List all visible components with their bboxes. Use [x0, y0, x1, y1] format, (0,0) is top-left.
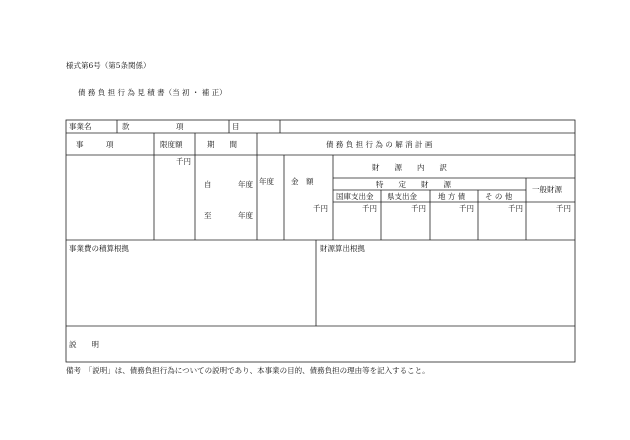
- setsumei-label: 説 明: [69, 340, 99, 349]
- from-year-label: 年度: [238, 180, 253, 189]
- kingaku-header: 金 額: [291, 177, 314, 186]
- kokko-header: 国庫支出金: [336, 192, 374, 201]
- zaigen-santei-label: 財源算出根拠: [320, 244, 365, 253]
- chihousai-unit: 千円: [459, 204, 474, 213]
- kan-label: 款: [122, 122, 130, 131]
- kingaku-unit: 千円: [313, 204, 328, 213]
- sonota-header: そ の 他: [485, 192, 513, 201]
- from-label: 自: [204, 180, 212, 189]
- kaisho-keikaku-header: 債 務 負 担 行 為 の 解 消 計 画: [326, 140, 433, 149]
- ippan-header: 一般財源: [532, 185, 562, 194]
- to-year-label: 年度: [238, 211, 253, 220]
- kenshi-header: 県支出金: [387, 192, 417, 201]
- jikou-header: 事 項: [76, 140, 114, 149]
- zaigen-uchiwake-header: 財 源 内 訳: [372, 163, 447, 172]
- project-name-label: 事業名: [69, 122, 92, 131]
- ippan-unit: 千円: [556, 204, 571, 213]
- to-label: 至: [204, 211, 212, 220]
- sonota-unit: 千円: [508, 204, 523, 213]
- moku-label: 目: [232, 122, 240, 131]
- sekisan-label: 事業費の積算根拠: [69, 244, 129, 253]
- kokko-unit: 千円: [362, 204, 377, 213]
- form-number: 様式第6号（第5条関係）: [66, 61, 151, 70]
- gendogaku-unit: 千円: [176, 157, 191, 166]
- kenshi-unit: 千円: [411, 204, 426, 213]
- note-text: 備考 「説明」は、債務負担行為についての説明であり、本事業の目的、債務負担の理由等を記入すること。: [66, 366, 430, 375]
- nendo-header: 年度: [259, 177, 274, 186]
- kou-label: 項: [176, 122, 184, 131]
- tokutei-zaigen-header: 特 定 財 源: [376, 180, 451, 189]
- form-title: 債 務 負 担 行 為 見 積 書（当 初 ・ 補 正）: [78, 88, 227, 97]
- gendogaku-header: 限度額: [160, 140, 183, 149]
- kikan-header: 期 間: [207, 140, 237, 149]
- chihousai-header: 地 方 債: [438, 192, 466, 201]
